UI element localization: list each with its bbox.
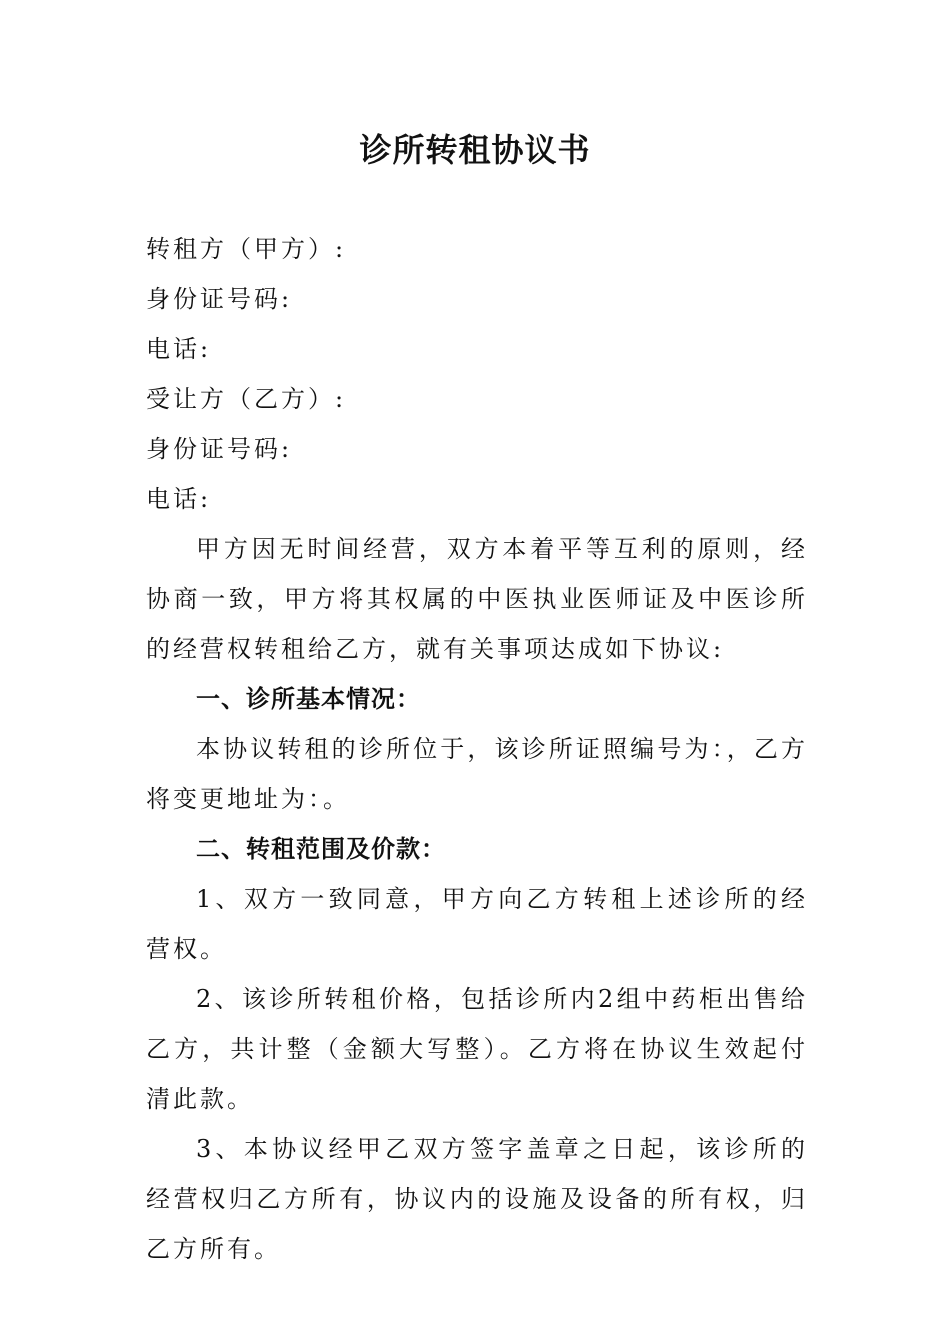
- section-1-heading: 一、诊所基本情况：: [196, 685, 421, 713]
- party-a-phone-label: 电话:: [146, 335, 212, 363]
- section-2-item-1: 1、双方一致同意，甲方向乙方转租上述诊所的经营权。: [146, 885, 808, 963]
- party-a-label: 转租方（甲方）:: [146, 235, 347, 263]
- party-a-id-label: 身份证号码:: [146, 285, 293, 313]
- party-b-id-label: 身份证号码:: [146, 435, 293, 463]
- section-2-item-2: 2、该诊所转租价格，包括诊所内2组中药柜出售给乙方，共计整（金额大写整）。乙方将在协议生效起付清此款。: [146, 985, 808, 1113]
- section-2-item-3: 3、本协议经甲乙双方签字盖章之日起，该诊所的经营权归乙方所有，协议内的设施及设备的所有权，归乙方所有。: [146, 1135, 808, 1263]
- document-body: [146, 224, 808, 1274]
- intro-paragraph: 甲方因无时间经营，双方本着平等互利的原则，经协商一致，甲方将其权属的中医执业医师证及中医诊所的经营权转租给乙方，就有关事项达成如下协议:: [146, 535, 808, 663]
- party-b-label: 受让方（乙方）:: [146, 385, 347, 413]
- section-2-heading: 二、转租范围及价款：: [196, 835, 446, 863]
- document-title: 诊所转租协议书: [359, 131, 591, 169]
- party-b-phone-label: 电话:: [146, 485, 212, 513]
- section-1-paragraph: 本协议转租的诊所位于，该诊所证照编号为：，乙方将变更地址为：。: [146, 735, 808, 813]
